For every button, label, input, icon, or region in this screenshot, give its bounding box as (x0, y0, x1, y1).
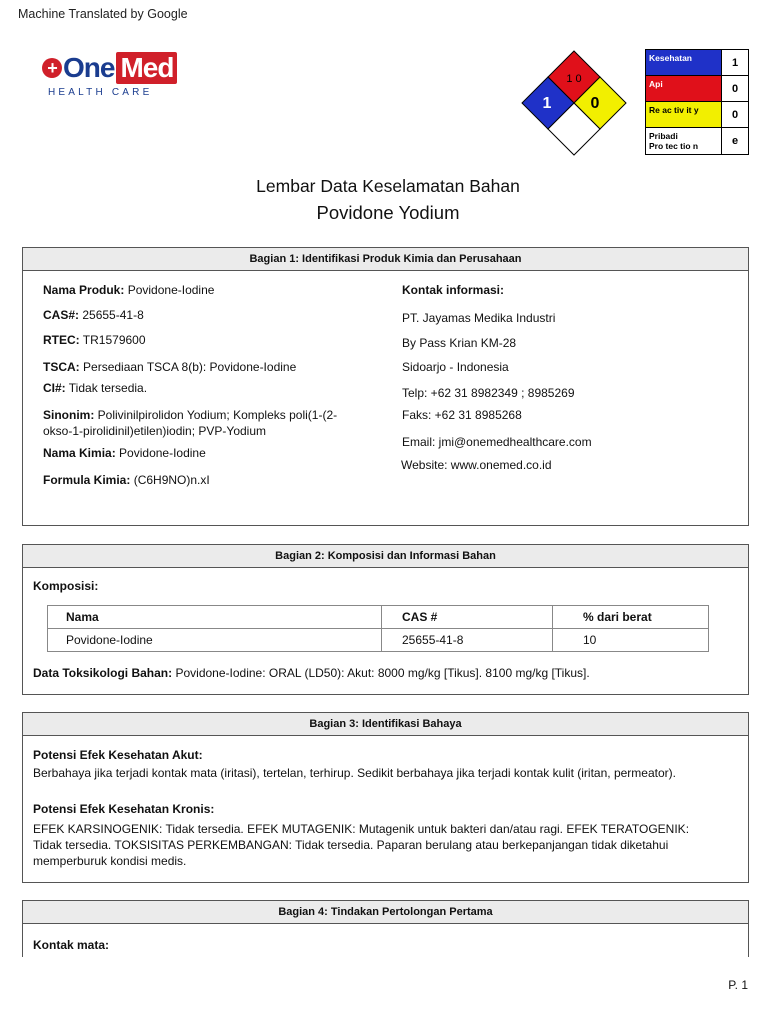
section-4 (22, 900, 749, 957)
section-2 (22, 544, 749, 695)
company-logo (42, 52, 177, 98)
table-cell: 25655-41-8 (382, 629, 553, 652)
field-product-name: Nama Produk: Povidone-Iodine (43, 283, 215, 297)
logo-subtitle: HEALTH CARE (48, 87, 153, 98)
hmis-row-fire (646, 76, 748, 102)
section-heading: Bagian 2: Komposisi dan Informasi Bahan (23, 545, 748, 568)
section-heading: Bagian 4: Tindakan Pertolongan Pertama (23, 901, 748, 924)
hmis-label-text: Pribadi Pro tec tio n (646, 128, 721, 154)
nfpa-health-value: 1 (542, 95, 552, 112)
hmis-value: 0 (721, 76, 748, 101)
field-formula: Formula Kimia: (C6H9NO)n.xI (43, 473, 210, 487)
document-title: Lembar Data Keselamatan Bahan (256, 176, 520, 196)
composition-label: Komposisi: (33, 579, 99, 593)
machine-translated-note: Machine Translated by Google (18, 7, 188, 21)
contact-address: By Pass Krian KM-28 (402, 336, 517, 350)
section-3 (22, 712, 749, 883)
contact-phone: Telp: +62 31 8982349 ; 8985269 (402, 386, 575, 400)
table-cell: Povidone-Iodine (48, 629, 382, 652)
toxicology-data: Data Toksikologi Bahan: Povidone-Iodine: ORAL (LD50): Akut: 8000 mg/kg [Tikus]. 8100 mg/kg [Tikus]. (33, 666, 590, 680)
section-heading: Bagian 1: Identifikasi Produk Kimia dan Perusahaan (23, 248, 748, 271)
contact-fax: Faks: +62 31 8985268 (402, 408, 522, 422)
page-number: P. 1 (728, 978, 748, 992)
field-ci: CI#: Tidak tersedia. (43, 381, 148, 395)
hmis-label-text: Api (646, 76, 721, 101)
section-heading: Bagian 3: Identifikasi Bahaya (23, 713, 748, 736)
hmis-value: 1 (721, 50, 748, 75)
table-row (48, 629, 709, 652)
eye-contact-label: Kontak mata: (33, 938, 110, 952)
acute-effects-label: Potensi Efek Kesehatan Akut: (33, 748, 203, 762)
logo-med: Med (116, 52, 177, 84)
table-cell: 10 (553, 629, 709, 652)
hmis-value: e (721, 128, 748, 154)
table-header-cell: Nama (48, 606, 382, 629)
contact-company: PT. Jayamas Medika Industri (402, 311, 556, 325)
hmis-value: 0 (721, 102, 748, 127)
nfpa-fire-value: 1 0 (566, 73, 582, 85)
table-header-row (48, 606, 709, 629)
hmis-label (645, 49, 749, 155)
acute-effects-text: Berbahaya jika terjadi kontak mata (iritasi), tertelan, terhirup. Sedikit berbahaya jika terjadi kontak kulit (iritan, permeator). (33, 766, 676, 780)
table-header-cell: CAS # (382, 606, 553, 629)
contact-email[interactable]: Email: jmi@onemedhealthcare.com (402, 435, 592, 449)
contact-label: Kontak informasi: (402, 283, 505, 297)
chronic-effects-line: EFEK KARSINOGENIK: Tidak tersedia. EFEK MUTAGENIK: Mutagenik untuk bakteri dan/atau ragi. EFEK TERATOGENIK: (33, 822, 690, 836)
contact-website[interactable]: Website: www.onemed.co.id (401, 458, 552, 472)
field-synonym: Sinonim: Polivinilpirolidon Yodium; Kompleks poli(1-(2- (43, 408, 338, 422)
hmis-row-protection (646, 128, 748, 154)
table-header-cell: % dari berat (553, 606, 709, 629)
logo-one: One (63, 52, 115, 83)
chronic-effects-line: memperburuk kondisi medis. (33, 854, 187, 868)
hmis-row-health (646, 50, 748, 76)
field-synonym-cont: okso-1-pirolidinil)etilen)iodin; PVP-Yodium (43, 424, 266, 438)
chronic-effects-label: Potensi Efek Kesehatan Kronis: (33, 802, 215, 816)
plus-icon: + (42, 58, 62, 78)
nfpa-reactivity-value: 0 (590, 95, 600, 112)
composition-table (47, 605, 709, 652)
product-title: Povidone Yodium (316, 202, 460, 223)
hmis-label-text: Re ac tiv it y (646, 102, 721, 127)
hmis-label-text: Kesehatan (646, 50, 721, 75)
field-tsca: TSCA: Persediaan TSCA 8(b): Povidone-Iodine (43, 360, 297, 374)
field-cas: CAS#: 25655-41-8 (43, 308, 144, 322)
field-chemical-name: Nama Kimia: Povidone-Iodine (43, 446, 206, 460)
contact-city: Sidoarjo - Indonesia (402, 360, 509, 374)
nfpa-diamond (519, 49, 629, 159)
section-1 (22, 247, 749, 526)
hmis-row-reactivity (646, 102, 748, 128)
field-rtec: RTEC: TR1579600 (43, 333, 146, 347)
chronic-effects-line: Tidak tersedia. TOKSISITAS PERKEMBANGAN: Tidak tersedia. Paparan berulang atau berkepanjangan tidak diketahui (33, 838, 669, 852)
